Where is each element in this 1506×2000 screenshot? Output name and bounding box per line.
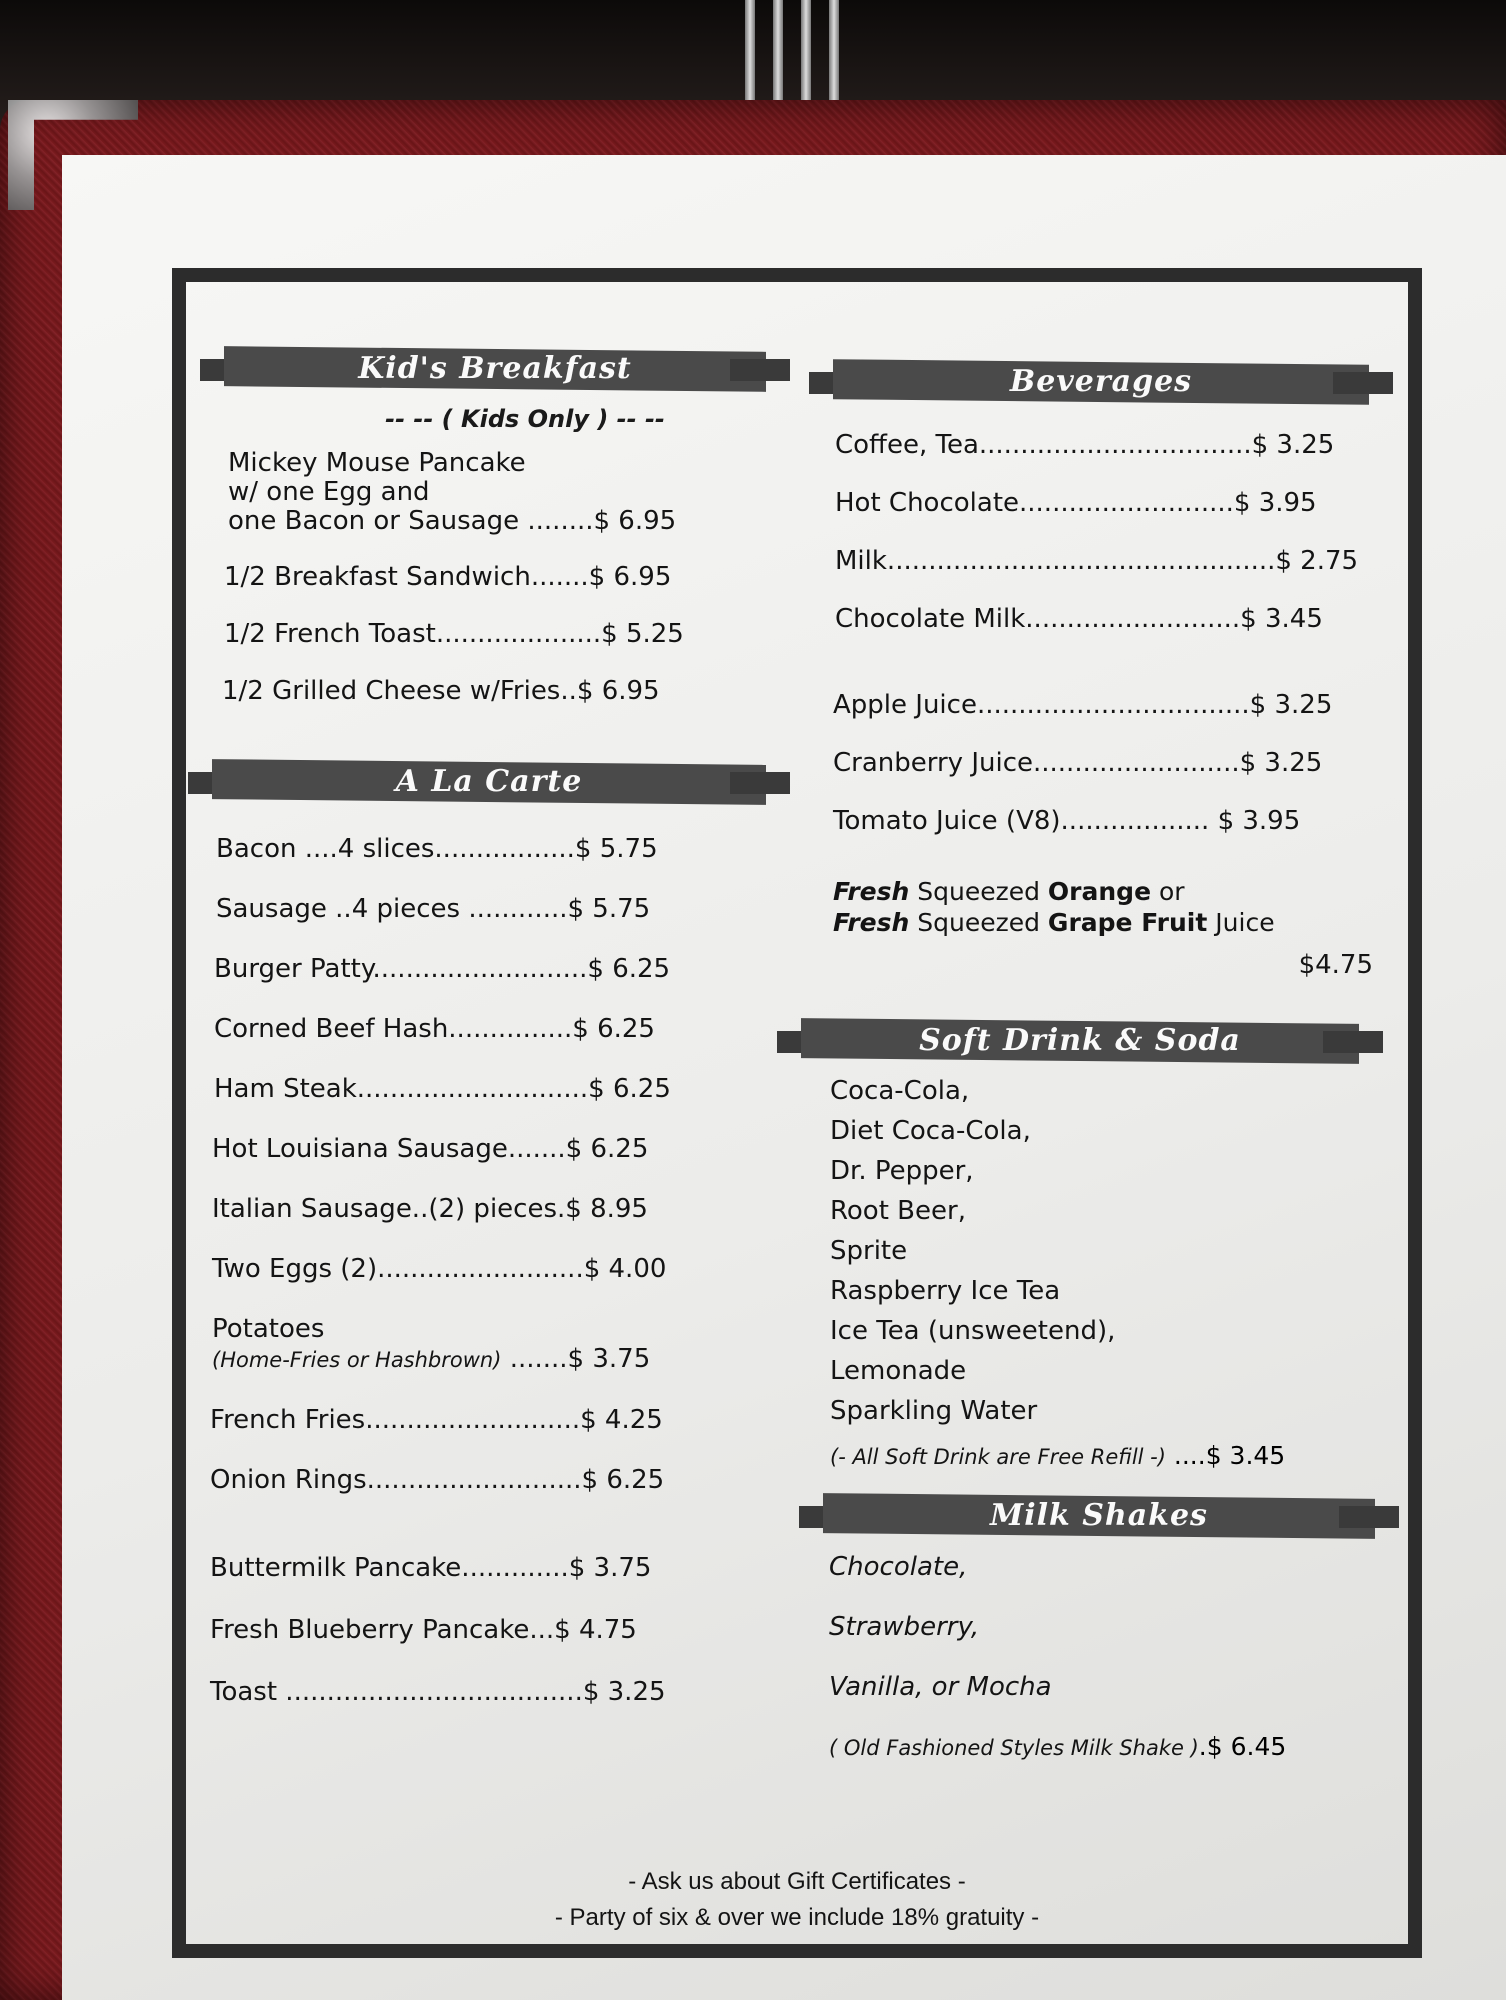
milk-shakes-title: Milk Shakes (990, 1498, 1208, 1533)
menu-item: Coffee, Tea.................................$ 3.25 (835, 430, 1335, 460)
soft-drink-banner (777, 1017, 1383, 1065)
menu-item: Corned Beef Hash...............$ 6.25 (214, 1014, 655, 1044)
soft-drink-price: ....$ 3.45 (1173, 1441, 1286, 1470)
beverages-banner (809, 358, 1393, 406)
beverages-title: Beverages (1009, 364, 1193, 399)
list-item: Raspberry Ice Tea (830, 1276, 1061, 1306)
menu-item: Onion Rings..........................$ 6.25 (210, 1465, 665, 1495)
fresh-word: Orange (1047, 877, 1152, 906)
menu-item: Chocolate Milk..........................$ 3.45 (835, 604, 1323, 634)
milk-shakes-banner (799, 1492, 1399, 1540)
list-item: Diet Coca-Cola, (830, 1116, 1031, 1146)
milk-shake-note: ( Old Fashioned Styles Milk Shake ) (829, 1736, 1199, 1760)
menu-item: Apple Juice.................................$ 3.25 (833, 690, 1333, 720)
a-la-carte-title: A La Carte (395, 764, 583, 799)
list-item: Chocolate, (829, 1552, 968, 1582)
item-line: one Bacon or Sausage ........$ 6.95 (228, 506, 677, 536)
a-la-carte-banner (188, 758, 790, 806)
fresh-juice-price: $4.75 (1298, 950, 1373, 980)
left-column (200, 345, 790, 1707)
potatoes-item (212, 1314, 790, 1375)
kids-breakfast-title: Kid's Breakfast (358, 351, 632, 386)
refill-note: (- All Soft Drink are Free Refill -) (830, 1445, 1166, 1469)
menu-item: Milk...............................................$ 2.75 (835, 546, 1359, 576)
soft-drink-list (830, 1071, 1385, 1470)
potatoes-detail: (Home-Fries or Hashbrown) (212, 1348, 502, 1372)
mickey-pancake-item (228, 449, 790, 536)
list-item: Lemonade (830, 1356, 967, 1386)
menu-item: 1/2 Grilled Cheese w/Fries..$ 6.95 (222, 676, 660, 706)
menu-footer (172, 1864, 1422, 1936)
right-column (785, 358, 1385, 1761)
menu-item: Italian Sausage..(2) pieces.$ 8.95 (212, 1194, 648, 1224)
menu-item: Tomato Juice (V8).................. $ 3.95 (833, 806, 1301, 836)
menu-item: Toast ....................................$ 3.25 (210, 1677, 666, 1707)
menu-item: Bacon ....4 slices.................$ 5.75 (216, 834, 658, 864)
item-line: w/ one Egg and (228, 477, 430, 507)
menu-item: Two Eggs (2).........................$ 4.00 (212, 1254, 667, 1284)
milk-shake-price: .$ 6.45 (1198, 1732, 1287, 1761)
soft-drink-title: Soft Drink & Soda (919, 1023, 1241, 1058)
menu-item: Burger Patty..........................$ 6.25 (214, 954, 671, 984)
menu-item: Hot Chocolate..........................$ 3.95 (835, 488, 1317, 518)
fresh-word: Fresh (833, 908, 910, 937)
list-item: Root Beer, (830, 1196, 966, 1226)
menu-item: French Fries..........................$ 4.25 (210, 1405, 663, 1435)
fresh-word: Grape Fruit (1047, 908, 1208, 937)
fresh-word: Squeezed (917, 877, 1040, 906)
fresh-word: Fresh (833, 877, 910, 906)
potatoes-name: Potatoes (212, 1314, 325, 1344)
kids-breakfast-banner (200, 345, 790, 393)
menu-item: Fresh Blueberry Pancake...$ 4.75 (210, 1615, 637, 1645)
menu-item: Sausage ..4 pieces ............$ 5.75 (216, 894, 651, 924)
item-line: Mickey Mouse Pancake (228, 448, 526, 478)
list-item: Coca-Cola, (830, 1076, 970, 1106)
list-item: Sprite (830, 1236, 908, 1266)
gratuity-note: - Party of six & over we include 18% gratuity - (554, 1904, 1040, 1931)
list-item: Sparkling Water (830, 1396, 1038, 1426)
list-item: Dr. Pepper, (830, 1156, 974, 1186)
menu-item: Ham Steak............................$ 6.25 (214, 1074, 671, 1104)
menu-item: 1/2 French Toast....................$ 5.25 (224, 619, 684, 649)
fresh-word: or (1158, 877, 1185, 906)
list-item: Ice Tea (unsweetend), (830, 1316, 1116, 1346)
menu-item: Hot Louisiana Sausage.......$ 6.25 (212, 1134, 649, 1164)
kids-only-note: -- -- ( Kids Only ) -- -- (385, 405, 665, 433)
milk-shakes-list (829, 1552, 1385, 1761)
gift-certificates-note: - Ask us about Gift Certificates - (628, 1868, 966, 1895)
menu-item: 1/2 Breakfast Sandwich.......$ 6.95 (224, 562, 672, 592)
fresh-juice-item (833, 876, 1385, 981)
fresh-word: Squeezed (917, 908, 1040, 937)
list-item: Strawberry, (829, 1612, 980, 1642)
potatoes-price: .......$ 3.75 (509, 1344, 651, 1374)
list-item: Vanilla, or Mocha (829, 1672, 1052, 1702)
menu-item: Cranberry Juice.........................$ 3.25 (833, 748, 1323, 778)
fresh-word: Juice (1215, 908, 1275, 937)
menu-item: Buttermilk Pancake.............$ 3.75 (210, 1553, 652, 1583)
